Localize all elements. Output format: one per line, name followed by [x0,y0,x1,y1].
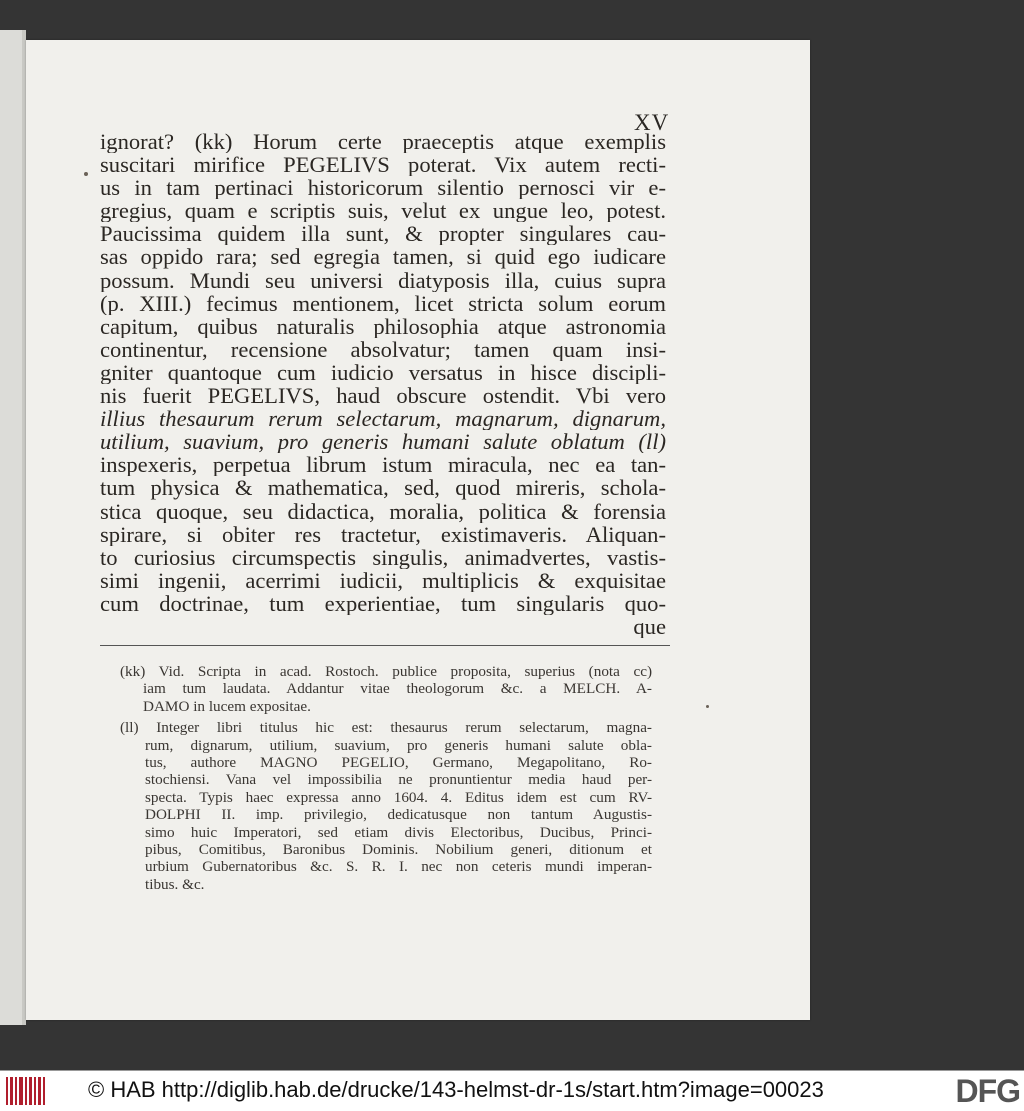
footnote-line: (ll) Integer libri titulus hic est: thesaurus rerum selectarum, magna- [120,719,652,737]
footnote-line: DAMO in lucem expositae. [143,697,311,715]
text-line: inspexeris, perpetua librum istum miracula, nec ea tan- [100,453,666,477]
text-line: utilium, suavium, pro generis humani salute oblatum (ll) [100,430,666,454]
text-line: sas oppido rara; sed egregia tamen, si quid ego iudicare [100,245,666,269]
footnote-line: tibus. &c. [145,875,205,893]
footnote-line: simo huic Imperatori, sed etiam divis Electoribus, Ducibus, Princi- [145,823,652,841]
text-line: us in tam pertinaci historicorum silentio pernosci vir e- [100,176,666,200]
footnote-line: tus, authore MAGNO PEGELIO, Germano, Megapolitano, Ro- [145,754,652,772]
adjacent-page-edge [0,30,26,1025]
text-line: to curiosius circumspectis singulis, animadvertes, vastis- [100,545,666,569]
footnote-divider [100,645,670,646]
page-number: XV [634,110,670,135]
footnote-line: urbium Gubernatoribus &c. S. R. I. nec non ceteris mundi imperan- [145,858,652,876]
footnotes-block [120,663,652,893]
text-line: illius thesaurum rerum selectarum, magnarum, dignarum, [100,407,666,431]
text-line: spirare, si obiter res tractetur, existimaveris. Aliquan- [100,522,666,546]
copyright-link[interactable]: © HAB http://diglib.hab.de/drucke/143-helmst-dr-1s/start.htm?image=00023 [88,1077,824,1102]
hab-barcode-icon [6,1077,48,1105]
footnote-line: iam tum laudata. Addantur vitae theologorum &c. a MELCH. A- [143,680,652,698]
dfg-logo: DFG [955,1073,1020,1109]
text-line: cum doctrinae, tum experientiae, tum singularis quo- [100,591,666,615]
footnote-line: rum, dignarum, utilium, suavium, pro generis humani salute obla- [145,736,652,754]
text-line: gregius, quam e scriptis suis, velut ex ungue leo, potest. [100,199,666,223]
footnote-line: specta. Typis haec expressa anno 1604. 4. Editus idem est cum RV- [145,788,652,806]
text-line: continentur, recensione absolvatur; tamen quam insi- [100,337,666,361]
margin-mark [84,172,88,176]
footnote-line: stochiensi. Vana vel impossibilia ne pronuntientur media haud per- [145,771,652,789]
text-line: stica quoque, seu didactica, moralia, politica & forensia [100,499,666,523]
catchword: que [633,614,666,639]
text-line: possum. Mundi seu universi diatyposis illa, cuius supra [100,268,666,292]
margin-mark [706,705,709,708]
text-line: (p. XIII.) fecimus mentionem, licet stricta solum eorum [100,291,666,315]
footnote-line: pibus, Comitibus, Baronibus Dominis. Nobilium generi, ditionum et [145,841,652,859]
main-text-block [100,130,666,638]
text-line: simi ingenii, acerrimi iudicii, multiplicis & exquisitae [100,568,666,592]
text-line: capitum, quibus naturalis philosophia atque astronomia [100,314,666,338]
text-line: suscitari mirifice PEGELIVS poterat. Vix autem recti- [100,153,666,177]
footer-bar [0,1070,1024,1111]
text-line: tum physica & mathematica, sed, quod mireris, schola- [100,476,666,500]
footnote-kk [120,663,652,715]
footnote-line: (kk) Vid. Scripta in acad. Rostoch. publice proposita, superius (nota cc) [120,663,652,680]
document-page [26,40,810,1020]
text-line: Paucissima quidem illa sunt, & propter singulares cau- [100,222,666,246]
footnote-ll [120,719,652,893]
text-line: gniter quantoque cum iudicio versatus in hisce discipli- [100,360,666,385]
footnote-line: DOLPHI II. imp. privilegio, dedicatusque non tantum Augustis- [145,806,652,824]
text-line: nis fuerit PEGELIVS, haud obscure ostendit. Vbi vero [100,384,666,408]
text-line: ignorat? (kk) Horum certe praeceptis atque exemplis [100,130,666,154]
